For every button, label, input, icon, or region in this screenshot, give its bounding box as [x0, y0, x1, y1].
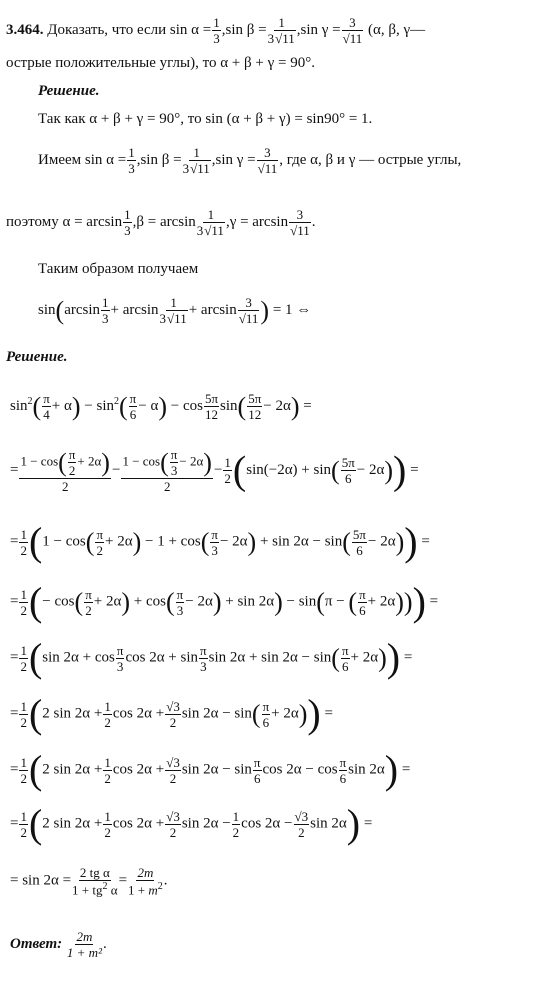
answer-line: Ответ: $\frac{2m}{\text{1 + m²}}$ .	[10, 929, 107, 960]
eq-line-5: = $\frac{1}{2}$ (sin 2α + cos $\frac{\pi}{3}$ cos 2α + sin $\frac{\pi}{3}$ sin 2α + sin 2α − sin( $\frac{\pi}{6}$ + 2α)) =	[10, 635, 413, 680]
solution-heading-2: Решение.	[6, 349, 68, 365]
eq-line-4: = $\frac{1}{2}$ (− cos( $\frac{\pi}{2}$ + 2α) + cos( $\frac{\pi}{3}$ − 2α) + sin 2α) − sin(π − ( $\frac{\pi}{6}$ + 2α))) =	[10, 579, 439, 624]
answer-denominator: 1 + m²	[66, 945, 102, 960]
eq-line-9: = sin 2α = $\frac{\text{2 tg α}}{1 + tg^2 \alpha}$ = $\frac{2m}{1 + m^2}$ .	[10, 865, 168, 898]
problem-line-1: 3.464. Доказать, что если sin α = $\frac{1}{3}$ ,sin β = $\frac{1}{3√11}$ ,sin γ = $\frac{3}{√11}$ (α, β, γ—	[6, 15, 426, 46]
eq-line-3: = $\frac{1}{2}$ (1 − cos( $\frac{\pi}{2}$ + 2α) − 1 + cos( $\frac{\pi}{3}$ − 2α) + sin 2α − sin( $\frac{5\pi}{6}$ − 2α)) =	[10, 519, 430, 564]
eq-line-8: = $\frac{1}{2}$ (2 sin 2α + $\frac{1}{2}$ cos 2α + $\frac{√3}{2}$ sin 2α − $\frac{1}{2}$ cos 2α − $\frac{√3}{2}$ sin 2α) =	[10, 801, 373, 846]
eq-line-6: = $\frac{1}{2}$ (2 sin 2α + $\frac{1}{2}$ cos 2α + $\frac{√3}{2}$ sin 2α − sin( $\frac{\pi}{6}$ + 2α)) =	[10, 691, 333, 736]
solution-line-1: Так как α + β + γ = 90°, то sin (α + β + γ) = sin90° = 1.	[38, 111, 373, 127]
problem-mid: (α, β, γ—	[368, 21, 426, 38]
solution-heading-1: Решение.	[38, 83, 100, 99]
solution-line-4: Таким образом получаем	[38, 261, 199, 277]
solution-line-5: sin(arcsin $\frac{1}{3}$ + arcsin $\frac{1}{3√11}$ + arcsin $\frac{3}{√11}$ ) = 1 ⇔	[38, 295, 312, 326]
eq-line-2: = 1 − cos( $\frac{\pi}{2}$ + 2α) 2 − 1 − cos( $\frac{\pi}{3}$ − 2α) 2 − $\frac{1}{2}$ (sin(−2α) + sin( $\frac{5\pi}{6}$ − 2α)) =	[10, 447, 419, 494]
problem-lead: Доказать, что если	[47, 21, 167, 38]
answer-numerator: 2m	[76, 929, 93, 944]
solution-line-2: Имеем sin α = $\frac{1}{3}$ ,sin β = $\frac{1}{3√11}$ ,sin γ = $\frac{3}{√11}$ , где α, β и γ — острые углы,	[38, 145, 462, 176]
eq-line-1: $\sin^2$( $\frac{\pi}{4}$ + $\alpha) - \sin^2$( $\frac{\pi}{6}$ − α) − cos $\frac{5\pi}{12}$ sin( $\frac{5\pi}{12}$ − 2α) =	[10, 391, 312, 422]
eq-line-7: = $\frac{1}{2}$ (2 sin 2α + $\frac{1}{2}$ cos 2α + $\frac{√3}{2}$ sin 2α − sin $\frac{\pi}{6}$ cos 2α − cos $\frac{\pi}{6}$ sin 2α) =	[10, 747, 411, 792]
problem-number: 3.464.	[6, 21, 44, 38]
problem-line-2: острые положительные углы), то α + β + γ = 90°.	[6, 55, 315, 71]
solution-line-3: поэтому α = arcsin $\frac{1}{3}$ ,β = arcsin $\frac{1}{3√11}$ ,γ = arcsin $\frac{3}{√11}$ .	[6, 207, 316, 238]
answer-label: Ответ:	[10, 935, 63, 952]
